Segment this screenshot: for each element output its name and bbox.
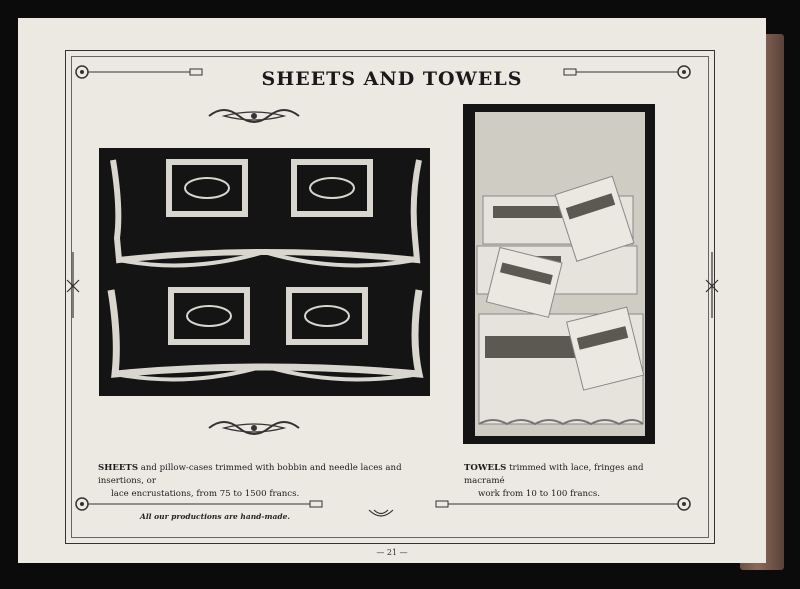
page-title: SHEETS AND TOWELS <box>261 68 523 90</box>
bottom-center-ornament <box>366 508 396 522</box>
sheets-photo <box>99 148 430 396</box>
catalog-page <box>18 18 766 563</box>
page-number: — 21 — <box>376 548 408 557</box>
flourish-ornament-top <box>204 104 304 128</box>
sheets-caption-text: and pillow-cases trimmed with bobbin and needle laces and insertions, or <box>98 463 402 486</box>
towels-photo <box>463 104 655 444</box>
sheets-caption-line2: lace encrustations, from 75 to 1500 francs. <box>111 489 300 499</box>
sheets-caption <box>98 462 438 501</box>
side-ornament-right <box>704 250 720 320</box>
towels-caption-line1 <box>464 462 684 488</box>
towels-caption-line2: work from 10 to 100 francs. <box>478 489 600 499</box>
side-ornament-left <box>65 250 81 320</box>
sheets-caption-lead: SHEETS <box>98 463 139 473</box>
footer-note: All our productions are hand-made. <box>140 512 290 521</box>
flourish-ornament-bottom <box>204 416 304 440</box>
sheets-caption-line1 <box>98 462 438 488</box>
towels-caption-lead: TOWELS <box>464 463 507 473</box>
towels-caption <box>464 462 684 501</box>
towels-caption-text: trimmed with lace, fringes and macramé <box>464 463 644 486</box>
